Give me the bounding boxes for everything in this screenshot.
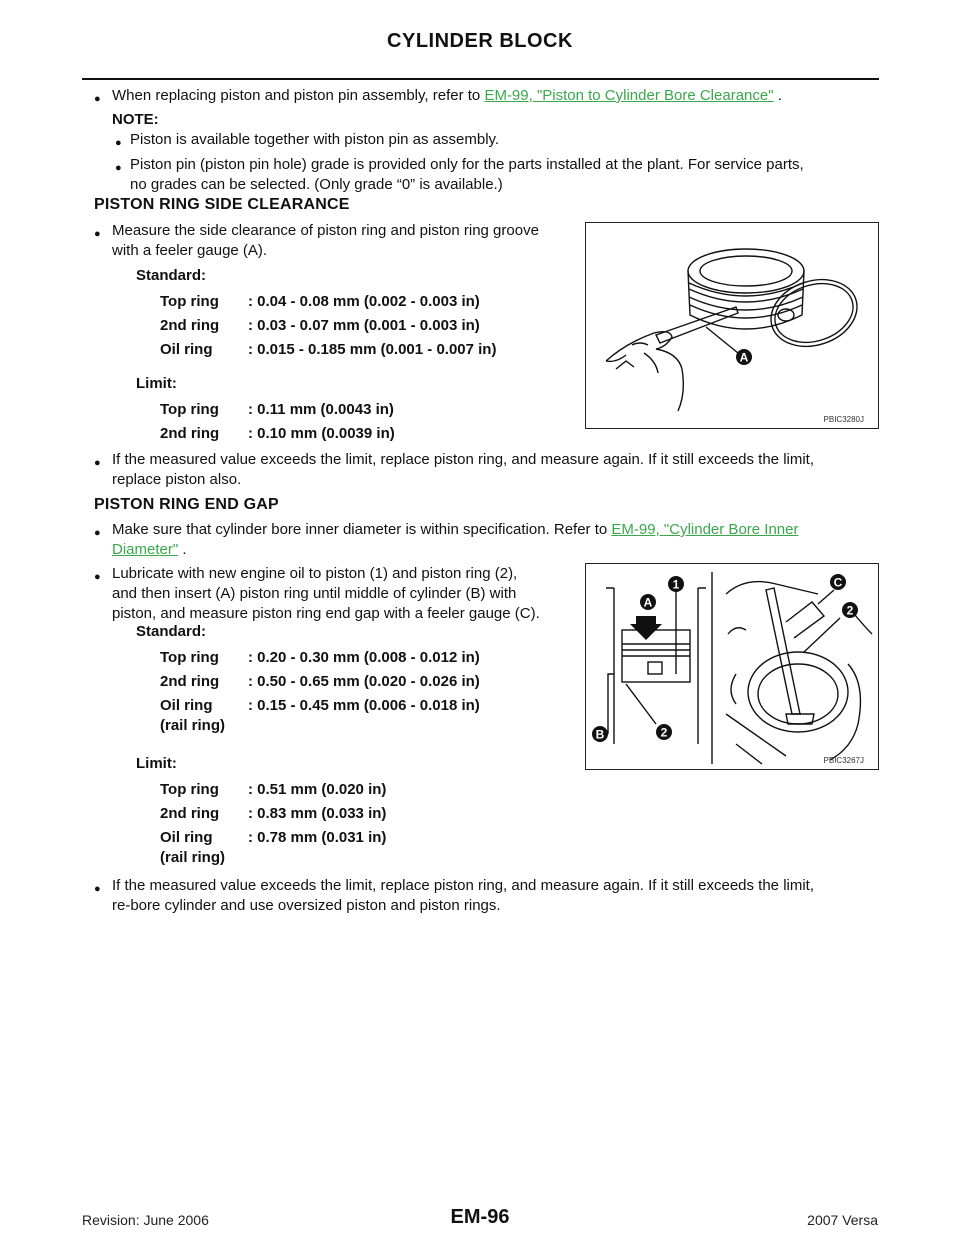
spec-value: : 0.50 - 0.65 mm (0.020 - 0.026 in) <box>248 673 480 690</box>
callout-a: A <box>739 350 749 365</box>
end-gap-after-line-1: If the measured value exceeds the limit, replace piston ring, and measure again. If it still exceeds the limit, <box>112 877 815 894</box>
spec-ring: Oil ring <box>160 341 213 358</box>
spec-value: : 0.04 - 0.08 mm (0.002 - 0.003 in) <box>248 293 480 310</box>
side-clearance-after-line-2: replace piston also. <box>112 471 242 488</box>
piston-feeler-gauge-illustration <box>586 223 878 428</box>
spec-ring: Top ring <box>160 649 219 666</box>
figure-side-clearance <box>585 222 879 429</box>
section-heading-side-clearance: PISTON RING SIDE CLEARANCE <box>94 196 350 213</box>
callout-b: B <box>595 727 605 742</box>
end-gap-bullet-2-line-3: piston, and measure piston ring end gap with a feeler gauge (C). <box>112 605 540 622</box>
spec-ring: 2nd ring <box>160 317 220 334</box>
callout-2: 2 <box>846 603 854 618</box>
figure-code: PBIC3280J <box>823 415 864 424</box>
page-number: EM-96 <box>450 1206 510 1228</box>
end-gap-link-suffix: . <box>182 541 187 558</box>
end-gap-bullet-2-line-2: and then insert (A) piston ring until middle of cylinder (B) with <box>112 585 517 602</box>
intro-text: When replacing piston and piston pin assembly, refer to <box>112 87 481 104</box>
end-gap-bullet-1-text: Make sure that cylinder bore inner diameter is within specification. Refer to <box>112 521 608 538</box>
section-heading-end-gap: PISTON RING END GAP <box>94 496 279 513</box>
spec-value: : 0.11 mm (0.0043 in) <box>248 401 394 418</box>
spec-ring: Oil ring <box>160 697 213 714</box>
bullet-icon: ● <box>94 457 101 469</box>
bullet-icon: ● <box>94 883 101 895</box>
side-clearance-after-line-1: If the measured value exceeds the limit, replace piston ring, and measure again. If it still exceeds the limit, <box>112 451 815 468</box>
note-item-1: Piston is available together with piston pin as assembly. <box>130 131 500 148</box>
note-item-2-line-2: no grades can be selected. (Only grade “0” is available.) <box>130 176 503 193</box>
bullet-icon: ● <box>115 137 122 149</box>
intro-paragraph <box>112 86 882 106</box>
figure-end-gap <box>585 563 879 770</box>
spec-ring: 2nd ring <box>160 425 220 442</box>
intro-suffix: . <box>777 87 782 104</box>
bullet-icon: ● <box>115 162 122 174</box>
figure-code: PBIC3267J <box>823 756 864 765</box>
end-gap-bullet-2-line-1: Lubricate with new engine oil to piston (1) and piston ring (2), <box>112 565 518 582</box>
spec-ring-sub: (rail ring) <box>160 849 226 866</box>
spec-ring: Top ring <box>160 293 219 310</box>
side-clearance-instruction-line-1: Measure the side clearance of piston ring and piston ring groove <box>112 222 539 239</box>
link-cylinder-bore-diameter[interactable]: EM-99, "Cylinder Bore Inner <box>611 521 799 538</box>
spec-ring: 2nd ring <box>160 673 220 690</box>
spec-value: : 0.015 - 0.185 mm (0.001 - 0.007 in) <box>248 341 497 358</box>
callout-c: C <box>833 575 843 590</box>
end-gap-after-line-2: re-bore cylinder and use oversized piston and piston rings. <box>112 897 501 914</box>
note-label: NOTE: <box>112 111 159 128</box>
spec-value: : 0.51 mm (0.020 in) <box>248 781 387 798</box>
bullet-icon: ● <box>94 228 101 240</box>
standard-label: Standard: <box>136 267 207 284</box>
spec-value: : 0.10 mm (0.0039 in) <box>248 425 395 442</box>
bullet-icon: ● <box>94 93 101 105</box>
spec-ring: Top ring <box>160 401 219 418</box>
spec-value: : 0.20 - 0.30 mm (0.008 - 0.012 in) <box>248 649 480 666</box>
footer-model: 2007 Versa <box>807 1212 878 1228</box>
note-item-2-line-1: Piston pin (piston pin hole) grade is provided only for the parts installed at the plant. For service parts, <box>130 156 804 173</box>
limit-label: Limit: <box>136 375 177 392</box>
spec-value: : 0.78 mm (0.031 in) <box>248 829 387 846</box>
end-gap-bullet-1 <box>112 520 882 540</box>
bullet-icon: ● <box>94 571 101 583</box>
spec-ring: Oil ring <box>160 829 213 846</box>
spec-value: : 0.03 - 0.07 mm (0.001 - 0.003 in) <box>248 317 480 334</box>
callout-2: 2 <box>660 725 668 740</box>
limit-label: Limit: <box>136 755 177 772</box>
spec-value: : 0.15 - 0.45 mm (0.006 - 0.018 in) <box>248 697 480 714</box>
spec-value: : 0.83 mm (0.033 in) <box>248 805 387 822</box>
spec-ring: 2nd ring <box>160 805 220 822</box>
footer-revision: Revision: June 2006 <box>82 1212 209 1228</box>
end-gap-bullet-1-line-2 <box>112 540 187 560</box>
end-gap-illustration <box>586 564 878 769</box>
bullet-icon: ● <box>94 527 101 539</box>
header-divider <box>82 78 879 80</box>
spec-ring: Top ring <box>160 781 219 798</box>
callout-a: A <box>643 595 653 610</box>
standard-label: Standard: <box>136 623 207 640</box>
link-cylinder-bore-diameter-cont[interactable]: Diameter" <box>112 541 179 558</box>
spec-ring-sub: (rail ring) <box>160 717 226 734</box>
side-clearance-instruction-line-2: with a feeler gauge (A). <box>112 242 268 259</box>
callout-1: 1 <box>672 577 680 592</box>
link-piston-bore-clearance[interactable]: EM-99, "Piston to Cylinder Bore Clearance" <box>484 87 774 104</box>
page-title: CYLINDER BLOCK <box>387 30 573 52</box>
